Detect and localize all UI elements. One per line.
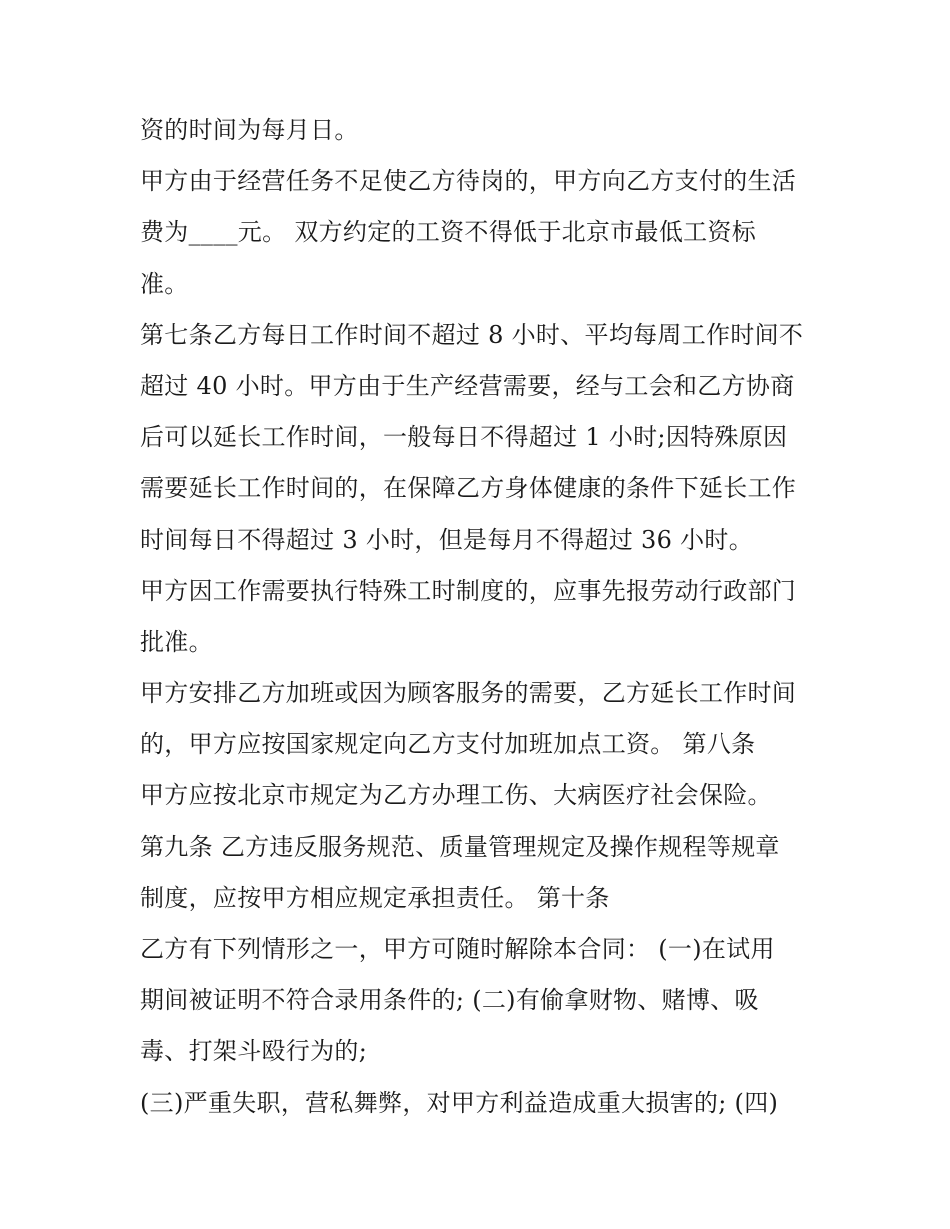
text-line: 甲方安排乙方加班或因为顾客服务的需要，乙方延长工作时间: [140, 679, 797, 708]
text-line: 期间被证明不符合录用条件的; (二)有偷拿财物、赌博、吸: [140, 986, 759, 1015]
text-line: 甲方应按北京市规定为乙方办理工伤、大病医疗社会保险。: [140, 781, 772, 810]
text-line: (三)严重失职，营私舞弊，对甲方利益造成重大损害的; (四): [140, 1088, 779, 1117]
text-line: 毒、打架斗殴行为的;: [140, 1037, 368, 1066]
text-line: 时间每日不得超过 3 小时，但是每月不得超过 36 小时。: [140, 525, 754, 554]
text-line: 甲方由于经营任务不足使乙方待岗的，甲方向乙方支付的生活: [140, 167, 797, 196]
text-line: 第七条乙方每日工作时间不超过 8 小时、平均每周工作时间不: [140, 320, 804, 349]
text-line: 乙方有下列情形之一，甲方可随时解除本合同： (一)在试用: [140, 935, 775, 963]
contract-text: [140, 110, 820, 1134]
text-line: 资的时间为每月日。: [140, 116, 359, 144]
text-line: 批准。: [140, 627, 213, 656]
text-line: 需要延长工作时间的，在保障乙方身体健康的条件下延长工作: [140, 474, 797, 503]
text-line: 制度，应按甲方相应规定承担责任。 第十条: [140, 883, 610, 912]
text-line: 准。: [140, 269, 189, 298]
text-line: 后可以延长工作时间，一般每日不得超过 1 小时;因特殊原因: [140, 423, 788, 452]
text-line: 第九条 乙方违反服务规范、质量管理规定及操作规程等规章: [140, 832, 780, 861]
text-line: 费为____元。 双方约定的工资不得低于北京市最低工资标: [140, 218, 757, 247]
text-line: 超过 40 小时。甲方由于生产经营需要，经与工会和乙方协商: [140, 371, 795, 400]
text-line: 的，甲方应按国家规定向乙方支付加班加点工资。 第八条: [140, 730, 756, 759]
text-line: 甲方因工作需要执行特殊工时制度的，应事先报劳动行政部门: [140, 576, 797, 605]
